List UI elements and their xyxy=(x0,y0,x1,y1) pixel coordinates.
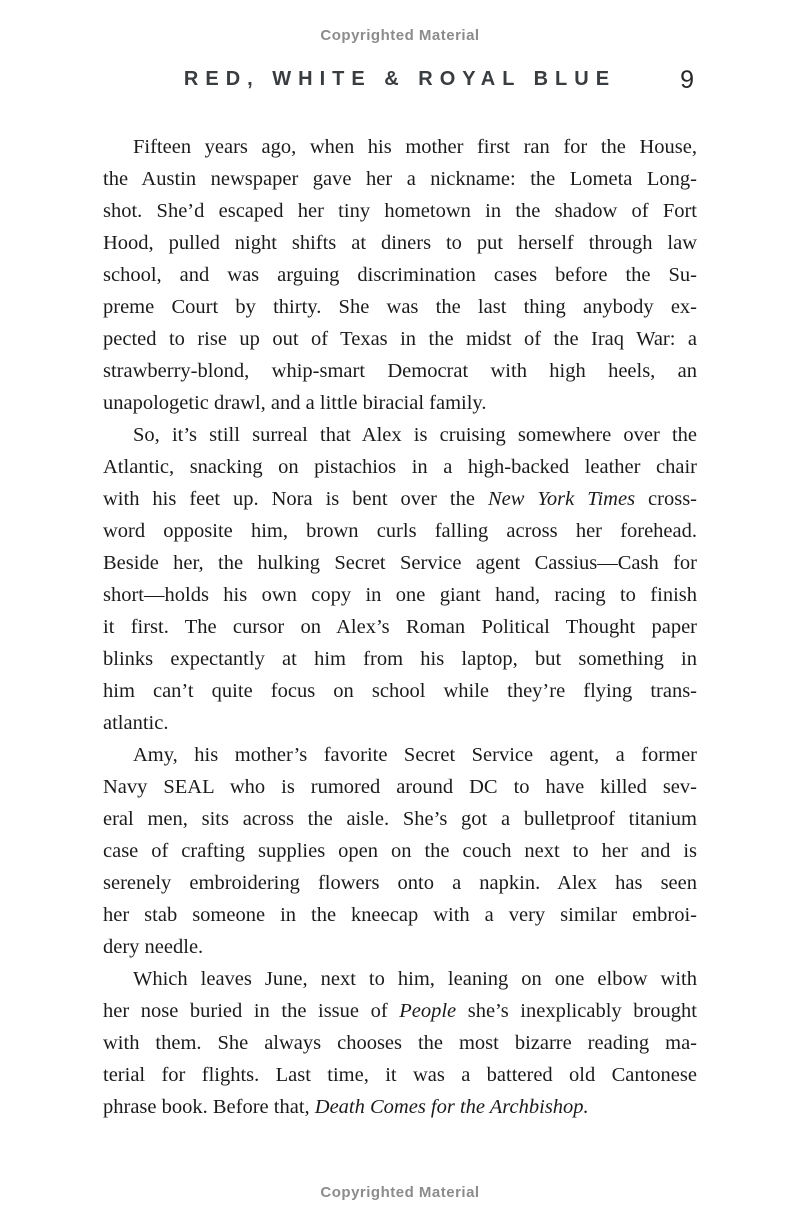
text-line: him can’t quite focus on school while they’re flying trans- xyxy=(103,680,697,702)
text-line: So, it’s still surreal that Alex is cruising somewhere over the xyxy=(133,424,697,446)
text-line: unapologetic drawl, and a little biracial family. xyxy=(103,392,487,414)
text-line: Navy SEAL who is rumored around DC to have killed sev- xyxy=(103,776,697,798)
text-line: Hood, pulled night shifts at diners to put herself through law xyxy=(103,232,697,254)
text-line: case of crafting supplies open on the couch next to her and is xyxy=(103,840,697,862)
text-line: short—holds his own copy in one giant hand, racing to finish xyxy=(103,584,697,606)
text-line: with them. She always chooses the most bizarre reading ma- xyxy=(103,1032,697,1054)
text-line: Beside her, the hulking Secret Service agent Cassius—Cash for xyxy=(103,552,697,574)
text-line: Amy, his mother’s favorite Secret Service agent, a former xyxy=(133,744,697,766)
book-title-running-head: RED, WHITE & ROYAL BLUE xyxy=(183,68,617,90)
text-line: eral men, sits across the aisle. She’s got a bulletproof titanium xyxy=(103,808,697,830)
page-body xyxy=(103,131,697,1123)
text-line: Fifteen years ago, when his mother first ran for the House, xyxy=(133,136,697,158)
copyright-notice-bottom: Copyrighted Material xyxy=(320,1184,480,1201)
text-line: Atlantic, snacking on pistachios in a high-backed leather chair xyxy=(103,456,697,478)
text-line: Which leaves June, next to him, leaning on one elbow with xyxy=(133,968,697,990)
paragraph xyxy=(103,131,697,419)
text-line: preme Court by thirty. She was the last thing anybody ex- xyxy=(103,296,697,318)
paragraph xyxy=(103,739,697,963)
text-line: with his feet up. Nora is bent over the New York Times cross- xyxy=(103,488,697,510)
text-line: dery needle. xyxy=(103,936,204,958)
text-line: phrase book. Before that, Death Comes for the Archbishop. xyxy=(103,1096,589,1118)
text-line: atlantic. xyxy=(103,712,169,734)
text-line: it first. The cursor on Alex’s Roman Political Thought paper xyxy=(103,616,697,638)
text-line: pected to rise up out of Texas in the midst of the Iraq War: a xyxy=(103,328,697,350)
text-line: her stab someone in the kneecap with a very similar embroi- xyxy=(103,904,697,926)
text-line: terial for flights. Last time, it was a battered old Cantonese xyxy=(103,1064,697,1086)
text-line: serenely embroidering flowers onto a napkin. Alex has seen xyxy=(103,872,697,894)
text-line: school, and was arguing discrimination cases before the Su- xyxy=(103,264,697,286)
text-line: shot. She’d escaped her tiny hometown in the shadow of Fort xyxy=(103,200,697,222)
text-line: the Austin newspaper gave her a nickname: the Lometa Long- xyxy=(103,168,697,190)
text-line: her nose buried in the issue of People she’s inexplicably brought xyxy=(103,1000,697,1022)
text-line: blinks expectantly at him from his laptop, but something in xyxy=(103,648,697,670)
page-number: 9 xyxy=(680,66,694,94)
text-line: word opposite him, brown curls falling across her forehead. xyxy=(103,520,697,542)
text-line: strawberry-blond, whip-smart Democrat with high heels, an xyxy=(103,360,697,382)
paragraph xyxy=(103,963,697,1123)
running-header xyxy=(0,68,800,98)
copyright-notice-top: Copyrighted Material xyxy=(320,27,480,44)
paragraph xyxy=(103,419,697,739)
